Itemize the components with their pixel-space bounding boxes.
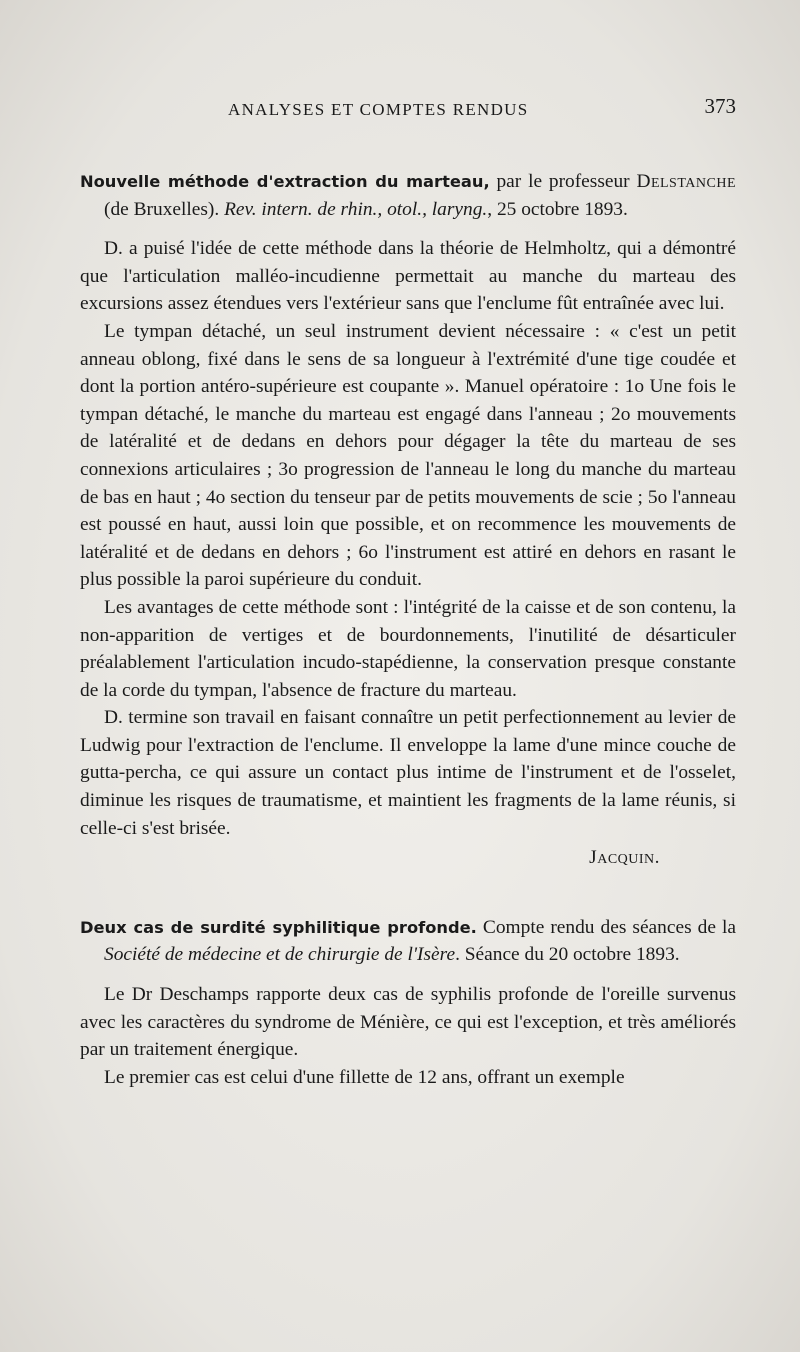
- page-header: [78, 92, 736, 132]
- page-body: [80, 168, 736, 1091]
- article-2-heading: [80, 914, 736, 969]
- article-2-paragraph: Le Dr Deschamps rapporte deux cas de syphilis profonde de l'oreille survenus avec les caractères du syndrome de Ménière, ce qui est l'exception, et très améliorés par un traitement énergique.: [80, 984, 736, 1061]
- article-2-society: Société de médecine et de chirurgie de l'Isère: [104, 944, 456, 966]
- article-2-title-pre: Compte rendu des séances de la: [476, 916, 736, 938]
- article-1-paragraph: D. a puisé l'idée de cette méthode dans la théorie de Helmholtz, qui a démontré que l'articulation malléo-incudienne permettait au manche du marteau des excursions assez étendues vers l'extérieur sans que l'enclume fût entraînée avec lui.: [80, 238, 736, 315]
- article-2-paragraph: Le premier cas est celui d'une fillette de 12 ans, offrant un exemple: [104, 1066, 625, 1088]
- article-1-author-affiliation: (de Bruxelles).: [104, 198, 225, 220]
- article-1-paragraph: D. termine son travail en faisant connaître un petit perfectionnement au levier de Ludwig pour l'extraction de l'enclume. Il enveloppe la lame d'une mince couche de gutta-percha, ce qui assure un contact plus intime de l'instrument et de l'osselet, diminue les risques de traumatisme, et maintient les fragments de la lame réunis, si celle-ci s'est brisée.: [80, 707, 736, 839]
- article-2-title: Deux cas de surdité syphilitique profonde.: [80, 917, 477, 937]
- article-1-author: Delstanche: [636, 171, 736, 192]
- article-2-title-post: . Séance du 20 octobre 1893.: [455, 944, 680, 966]
- running-title: ANALYSES ET COMPTES RENDUS: [228, 100, 529, 119]
- article-1-date: , 25 octobre 1893.: [487, 198, 628, 220]
- article-1-title-pre: par le professeur: [489, 171, 637, 192]
- article-1-paragraph: Les avantages de cette méthode sont : l'intégrité de la caisse et de son contenu, la non-apparition de vertiges et de bourdonnements, l'inutilité de désarticuler préalablement l'articulation incudo-stapédienne, la conservation presque constante de la corde du tympan, l'absence de fracture du marteau.: [80, 596, 736, 701]
- article-1-heading: [80, 168, 736, 223]
- article-1-title: Nouvelle méthode d'extraction du marteau,: [80, 172, 490, 191]
- article-1-paragraph: Le tympan détaché, un seul instrument devient nécessaire : « c'est un petit anneau oblong, fixé dans le sens de sa longueur à l'extrémité d'une tige coudée et dont la portion antéro-supérieure est coupante ». Manuel opératoire : 1o Une fois le tympan détaché, le manche du marteau est engagé dans l'anneau ; 2o mouvements de latéralité et de dedans en dehors pour dégager la tête du marteau de ses connexions articulaires ; 3o progression de l'anneau le long du manche du marteau de bas en haut ; 4o section du tenseur par de petits mouvements de scie ; 5o l'anneau est poussé en haut, aussi loin que possible, et on recommence les mouvements de latéralité et de dedans en dehors ; 6o l'instrument est attiré en dehors en rasant le plus possible la paroi supérieure du conduit.: [80, 320, 736, 591]
- article-1-journal: Rev. intern. de rhin., otol., laryng.: [224, 198, 488, 220]
- page-number: 373: [704, 94, 736, 118]
- article-1-signature: Jacquin.: [589, 847, 660, 869]
